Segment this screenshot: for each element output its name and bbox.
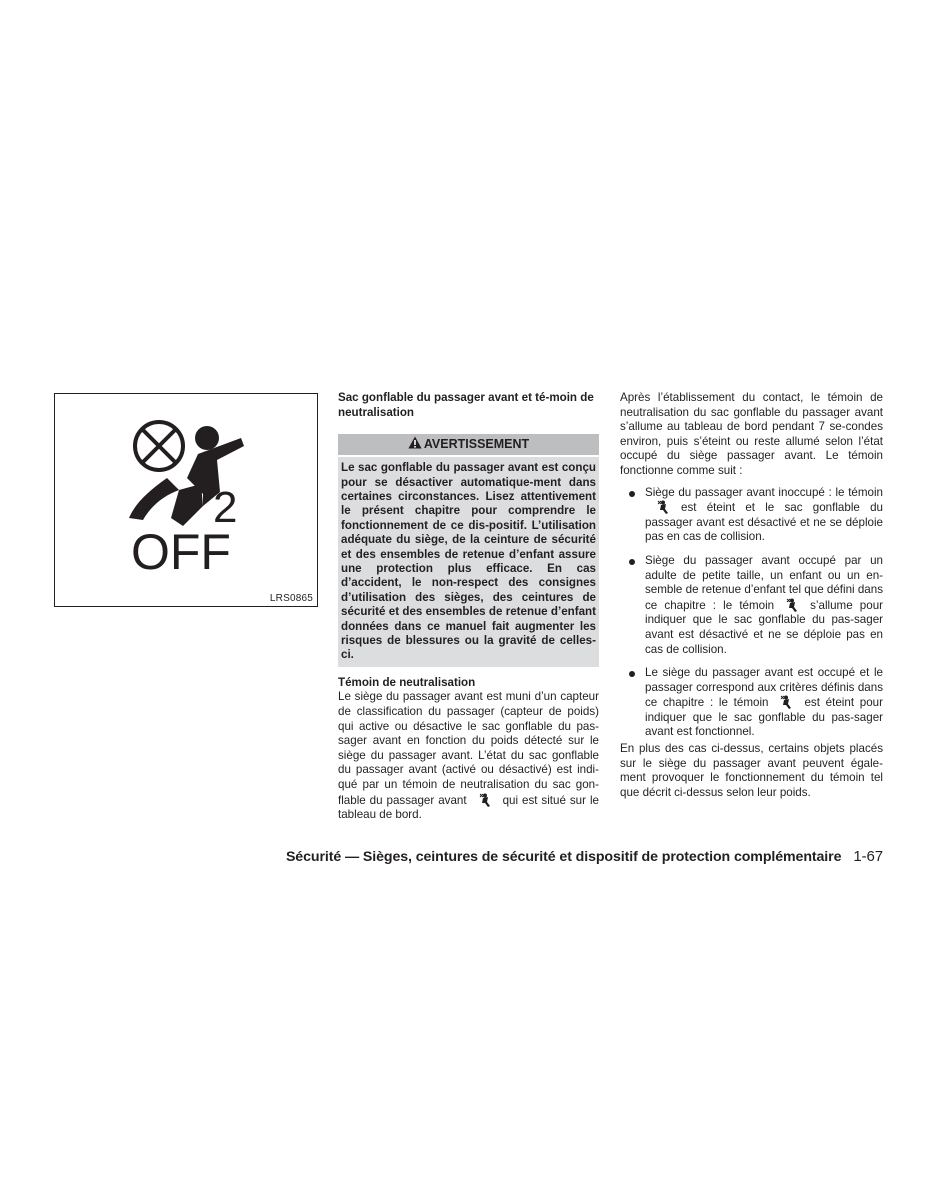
list-item-text-start: Le siège du passager avant est occupé et le passager correspond aux critères définis dans ce chapitre : le témoin [645,666,883,710]
warning-triangle-icon [408,436,422,453]
bullet-icon [629,559,635,565]
warning-title: AVERTISSEMENT [423,437,530,452]
list-item-text-end: est éteint pour indiquer que le sac gonflable du pas-sager avant est fonctionnel. [645,696,883,739]
bullet-icon [629,671,635,677]
body-text-start: Le siège du passager avant est muni d’un capteur de classification du passager (capteur de poids) qui active ou désactive le sac gonflable du pas-sager avant en fonction du poids détecté sur le siège du passager avant. L’état du sac gonflable du passager avant (activé ou désactivé) est indi-qué par un témoin de neutralisation du sac gon-flable du passager avant [338,690,599,807]
airbag-off-illustration [55,394,317,606]
warning-text: Le sac gonflable du passager avant est conçu pour se désactiver automatique-ment dans certaines circonstances. Lisez attentivement le présent chapitre pour comprendre le fonctionnement de ce dis-positif. L’utilisation adéquate du siège, de la ceinture de sécurité et des ensembles de retenue d’enfant assure une protection plus efficace. En cas d’accident, le non-respect des consignes d’utilisation des sièges, des ceintures de sécurité et des ensembles de retenue d’enfant données dans ce manuel fait augmenter les risques de blessures ou la gravité de celles-ci. [338,457,599,667]
page-number: 1-67 [853,848,883,865]
page-footer [0,848,883,865]
list-item [620,554,883,657]
closing-paragraph: En plus des cas ci-dessus, certains objets placés sur le siège du passager avant peuvent égale-ment provoquer le fonctionnement du témoin tel que décrit ci-dessus selon leur poids. [620,742,883,799]
crossed-circle-icon [135,422,183,470]
warning-header [338,434,599,455]
airbag-off-figure [54,393,318,607]
middle-column [338,391,599,823]
off-seat-number: 2 [213,483,238,532]
intro-paragraph: Après l’établissement du contact, le témoin de neutralisation du sac gonflable du passager avant s’allume au tableau de bord pendant 7 se-condes environ, puis s’éteint ou reste allumé selon l’état occupé du siège passager avant. Le témoin fonctionne comme suit : [620,391,883,477]
right-column [620,391,883,800]
airbag-indicator-icon [780,695,794,710]
list-item-text-start: Siège du passager avant inoccupé : le témoin [645,485,883,499]
body-text-end: qui est situé sur le tableau de bord. [338,793,599,822]
list-item-text-end: s’allume pour indiquer que le sac gonflable du pas-sager avant est désactivé et ne se déploie pas en cas de collision. [645,598,884,656]
list-item [620,666,883,740]
off-label: OFF [131,524,231,580]
bullet-icon [629,491,635,497]
status-list [620,486,883,741]
list-item-text-start: Siège du passager avant occupé par un adulte de petite taille, un enfant ou un en-semble de retenue d’enfant tel que défini dans ce chapitre : le témoin [645,553,883,612]
airbag-indicator-icon [786,598,800,613]
list-item [620,486,883,545]
airbag-indicator-icon [657,500,671,515]
figure-code: LRS0865 [269,593,313,604]
section-heading: Sac gonflable du passager avant et té-moin de neutralisation [338,391,594,419]
list-item-text-end: est éteint et le sac gonflable du passager avant est désactivé et ne se déploie pas en cas de collision. [645,501,883,544]
body-paragraph [338,690,599,822]
footer-title: Sécurité — Sièges, ceintures de sécurité et dispositif de protection complémentaire [285,849,842,865]
sub-heading: Témoin de neutralisation [338,675,476,689]
airbag-indicator-icon [479,793,493,808]
